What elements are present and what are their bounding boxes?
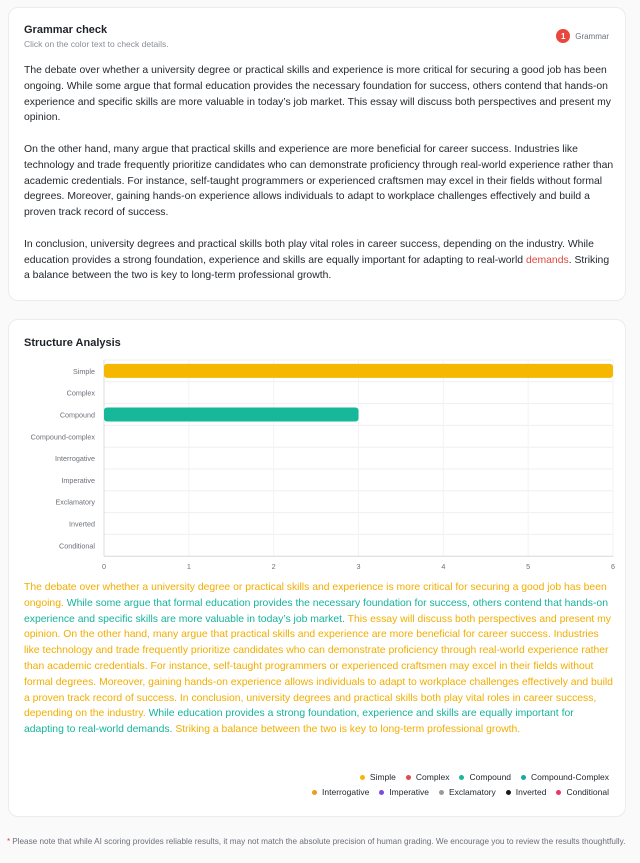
legend-dot-icon <box>556 790 561 795</box>
legend-dot-icon <box>406 775 411 780</box>
sentence-compound[interactable]: While some argue that formal education provides the necessary foundation for success, others contend that hands-on experience and specific skills are more valuable in today’s job market. <box>24 597 608 625</box>
essay-text-segment: . Striking a balance between the two is key to long-term professional growth. <box>24 254 610 282</box>
legend-label: Simple <box>369 772 396 782</box>
grammar-check-title: Grammar check <box>24 24 108 36</box>
legend-item-interrogative <box>312 787 369 797</box>
legend-label: Exclamatory <box>448 787 496 797</box>
sentence-simple[interactable]: The debate over whether a university degree or practical skills and experience is more critical for securing a good job has been ongoing. <box>24 582 607 609</box>
legend-item-complex <box>406 772 450 782</box>
chart-x-tick-label: 4 <box>441 562 446 572</box>
grammar-error-word[interactable]: demands <box>525 254 569 266</box>
legend-item-simple <box>360 772 396 782</box>
structure-analysis-title: Structure Analysis <box>24 337 121 349</box>
legend-dot-icon <box>312 790 317 795</box>
legend-label: Imperative <box>389 787 429 797</box>
ai-scoring-disclaimer <box>7 835 632 850</box>
essay-text-segment: In conclusion, university degrees and practical skills both play vital roles in career success, depending on the industry. While education provides a strong foundation, experience and skills are equally important for adapting to real-world <box>24 238 594 266</box>
disclaimer-star: * <box>7 837 11 846</box>
essay-text <box>24 63 614 300</box>
legend-label: Compound-Complex <box>531 772 609 782</box>
chart-x-tick-label: 5 <box>526 562 531 572</box>
grammar-check-card <box>8 7 626 301</box>
essay-text-segment: The debate over whether a university degree or practical skills and experience is more critical for securing a good job has been ongoing. While some argue that formal education provides the necessary foundation for success, others contend that hands-on experience and specific skills are more valuable in today’s job market. This essay will discuss both perspectives and present my opinion. <box>24 65 611 124</box>
chart-category-label: Complex <box>66 388 95 398</box>
essay-paragraph <box>24 63 614 126</box>
legend-item-exclamatory <box>439 787 496 797</box>
legend-dot-icon <box>360 775 365 780</box>
legend-item-imperative <box>379 787 429 797</box>
grammar-error-count: 1 <box>556 29 570 43</box>
legend-label: Interrogative <box>322 787 370 797</box>
chart-x-tick-label: 0 <box>102 562 106 572</box>
legend-dot-icon <box>521 775 526 780</box>
legend-dot-icon <box>459 775 464 780</box>
legend-row <box>29 787 609 797</box>
structure-legend <box>29 772 609 802</box>
sentence-simple[interactable]: This essay will discuss both perspectives and present my opinion. <box>24 613 611 641</box>
sentence-simple[interactable]: Striking a balance between the two is key to long-term professional growth. <box>175 724 521 736</box>
chart-bar-simple[interactable] <box>104 364 613 378</box>
legend-row <box>29 772 609 782</box>
chart-x-tick-label: 1 <box>186 562 191 572</box>
sentence-compound[interactable]: While education provides a strong foundation, experience and skills are equally important for adapting to real-world demands. <box>24 708 574 736</box>
legend-item-compound <box>459 772 511 782</box>
sentence-structure-chart <box>9 354 625 574</box>
grammar-check-subtitle: Click on the color text to check details. <box>24 39 169 49</box>
chart-category-label: Compound-complex <box>30 432 95 442</box>
structure-colored-text <box>24 580 614 738</box>
legend-dot-icon <box>439 790 444 795</box>
legend-item-conditional <box>556 787 609 797</box>
grammar-badge-label: Grammar <box>575 31 609 41</box>
chart-category-label: Conditional <box>59 541 95 551</box>
chart-category-label: Inverted <box>69 519 95 529</box>
legend-dot-icon <box>506 790 511 795</box>
legend-label: Compound <box>469 772 512 782</box>
essay-paragraph <box>24 237 614 284</box>
legend-label: Complex <box>415 772 450 782</box>
legend-item-inverted <box>506 787 547 797</box>
disclaimer-text: Please note that while AI scoring provides reliable results, it may not match the absolute precision of human grading. We encourage you to review the results thoughtfully. <box>12 837 626 846</box>
legend-item-compound-complex <box>521 772 609 782</box>
legend-dot-icon <box>379 790 384 795</box>
structure-analysis-card <box>8 319 626 817</box>
chart-category-label: Interrogative <box>55 454 95 464</box>
chart-category-label: Exclamatory <box>55 497 95 507</box>
legend-label: Inverted <box>515 787 547 797</box>
legend-label: Conditional <box>566 787 609 797</box>
chart-category-label: Simple <box>73 366 95 376</box>
essay-text-segment: On the other hand, many argue that practical skills and experience are more beneficial for career success. Industries like technology and trade frequently prioritize candidates who can demonstrate proficiency through real-world experience rather than academic credentials. For instance, self-taught programmers or experienced craftsmen may excel in their fields without formal degrees. Moreover, gaining hands-on experience allows individuals to adapt to workplace challenges effectively and build a proven track record of success. <box>24 143 614 219</box>
chart-category-label: Imperative <box>61 475 95 485</box>
sentence-simple[interactable]: On the other hand, many argue that practical skills and experience are more beneficial for career success. Industries like technology and trade frequently prioritize candidates who can demonstrate proficiency through real-world experience rather than academic credentials. For instance, self-taught programmers or experienced craftsmen may excel in their fields without formal degrees. Moreover, gaining hands-on experience allows individuals to adapt to workplace challenges effectively and build a proven track record of success. In conclusion, university degrees and practical skills both play vital roles in career success, depending on the industry. <box>24 629 613 720</box>
chart-x-tick-label: 6 <box>611 562 615 572</box>
chart-x-tick-label: 2 <box>271 562 276 572</box>
essay-paragraph <box>24 142 614 221</box>
chart-category-label: Compound <box>59 410 95 420</box>
chart-bar-compound[interactable] <box>104 408 359 422</box>
grammar-error-badge[interactable] <box>556 29 609 43</box>
chart-x-tick-label: 3 <box>356 562 361 572</box>
